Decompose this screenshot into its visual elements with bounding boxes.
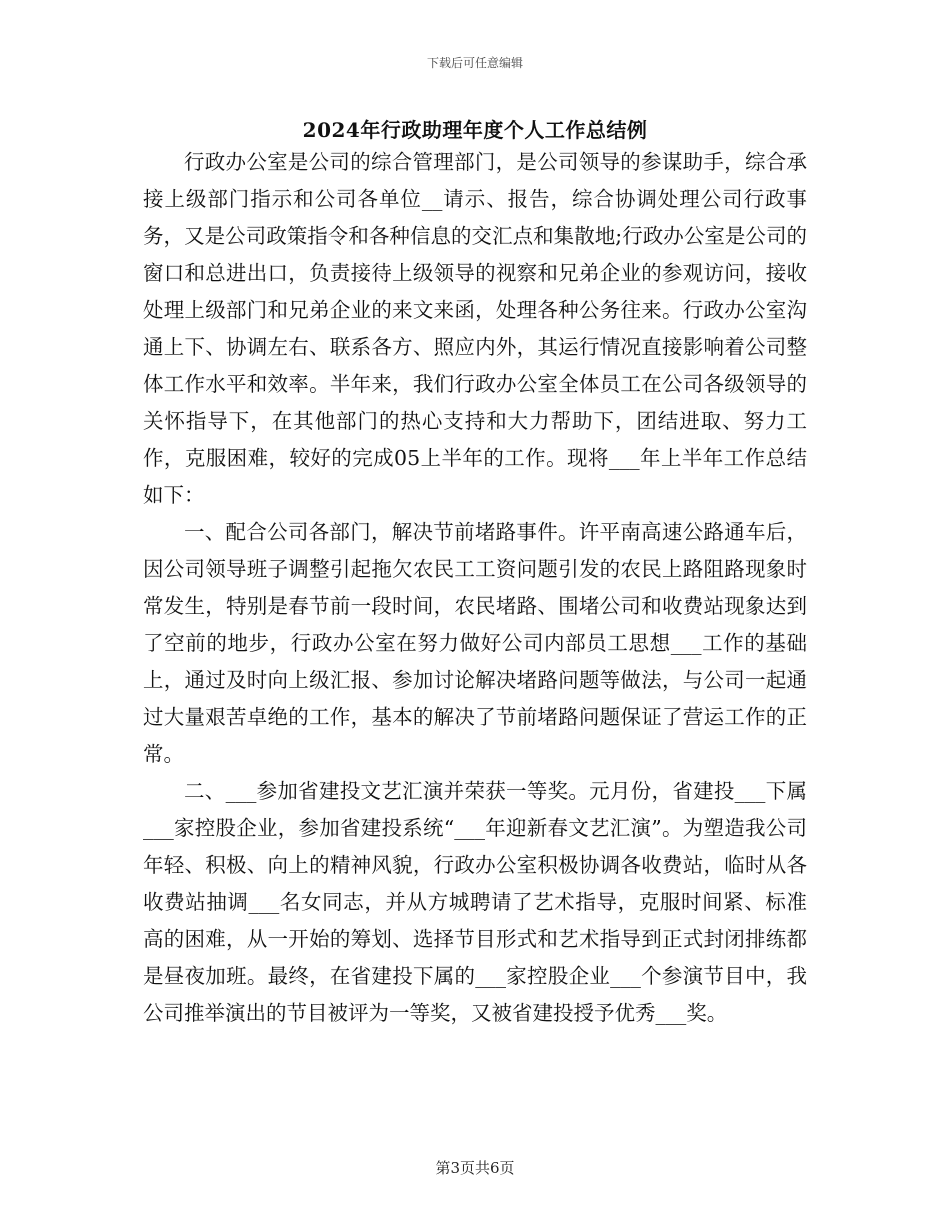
paragraph-section-1: 一、配合公司各部门，解决节前堵路事件。许平南高速公路通车后，因公司领导班子调整引起拖欠农民工工资问题引发的农民上路阻路现象时常发生，特别是春节前一段时间，农民堵路、围堵公司和收费站现象达到了空前的地步，行政办公室在努力做好公司内部员工思想___工作的基础上，通过及时向上级汇报、参加讨论解决堵路问题等做法，与公司一起通过大量艰苦卓绝的工作，基本的解决了节前堵路问题保证了营运工作的正常。 <box>143 520 807 766</box>
header-note: 下载后可任意编辑 <box>426 56 523 70</box>
paragraph-intro: 行政办公室是公司的综合管理部门，是公司领导的参谋助手，综合承接上级部门指示和公司各单位__请示、报告，综合协调处理公司行政事务，又是公司政策指令和各种信息的交汇点和集散地;行政办公室是公司的窗口和总进出口，负责接待上级领导的视察和兄弟企业的参观访问，接收处理上级部门和兄弟企业的来文来函，处理各种公务往来。行政办公室沟通上下、协调左右、联系各方、照应内外，其运行情况直接影响着公司整体工作水平和效率。半年来，我们行政办公室全体员工在公司各级领导的关怀指导下，在其他部门的热心支持和大力帮助下，团结进取、努力工作，克服困难，较好的完成05上半年的工作。现将___年上半年工作总结如下： <box>143 150 807 507</box>
page-number: 第3页共6页 <box>435 1159 515 1177</box>
document-title: 2024年行政助理年度个人工作总结例 <box>302 118 648 142</box>
document-body <box>143 144 807 1032</box>
paragraph-section-2: 二、___参加省建投文艺汇演并荣获一等奖。元月份，省建投___下属___家控股企业，参加省建投系统“___年迎新春文艺汇演”。为塑造我公司年轻、积极、向上的精神风貌，行政办公室积极协调各收费站，临时从各收费站抽调___名女同志，并从方城聘请了艺术指导，克服时间紧、标准高的困难，从一开始的筹划、选择节目形式和艺术指导到正式封闭排练都是昼夜加班。最终，在省建投下属的___家控股企业___个参演节目中，我公司推举演出的节目被评为一等奖，又被省建投授予优秀___奖。 <box>143 779 807 1025</box>
